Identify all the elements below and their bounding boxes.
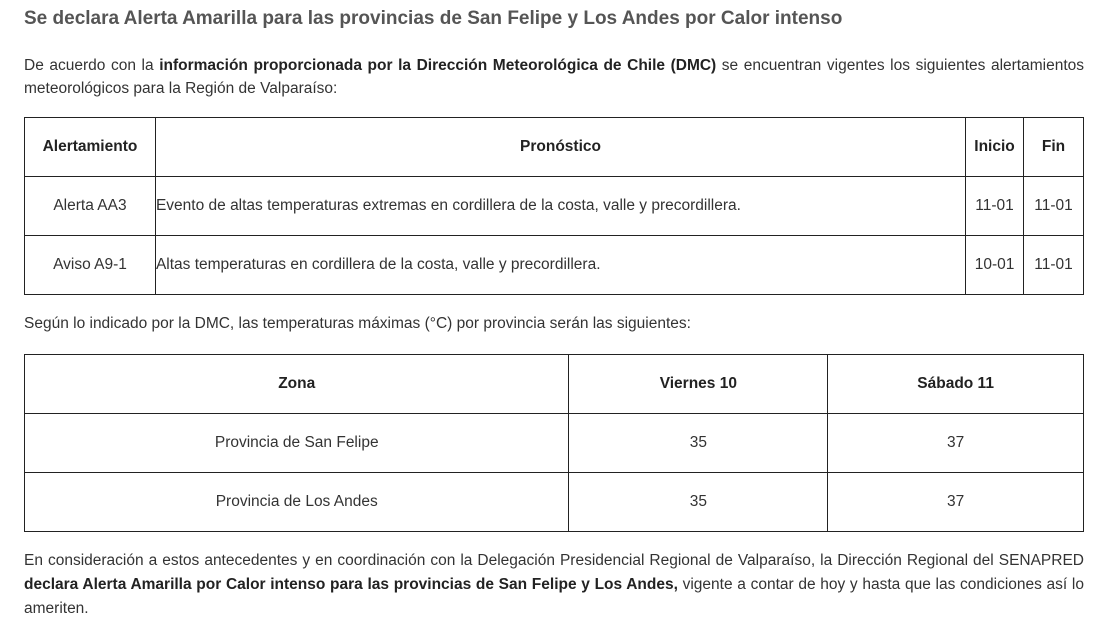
start-date-cell: 11-01 [966,177,1024,236]
intro-text-pre: De acuerdo con la [24,57,160,74]
conclusion-paragraph [24,549,1084,621]
alert-name-cell: Alerta AA3 [25,177,156,236]
temperatures-table [24,354,1084,532]
outro-text-bold: declara Alerta Amarilla por Calor intenso para las provincias de San Felipe y Los Andes, [24,576,678,593]
friday-temp-cell: 35 [569,473,828,532]
header-pronostico: Pronóstico [155,118,965,177]
temps-intro-paragraph: Según lo indicado por la DMC, las temperaturas máximas (°C) por provincia serán las siguientes: [24,315,691,332]
alert-name-cell: Aviso A9-1 [25,236,156,295]
header-fin: Fin [1024,118,1084,177]
article-title: Se declara Alerta Amarilla para las provincias de San Felipe y Los Andes por Calor intenso [24,8,843,29]
alerts-table [24,117,1084,295]
header-inicio: Inicio [966,118,1024,177]
saturday-temp-cell: 37 [828,414,1084,473]
forecast-cell: Altas temperaturas en cordillera de la costa, valle y precordillera. [155,236,965,295]
forecast-cell: Evento de altas temperaturas extremas en cordillera de la costa, valle y precordillera. [155,177,965,236]
table-row [25,236,1084,295]
intro-text-post: se encuentran vigentes los siguientes alertamientos meteorológicos para la Región de Valparaíso: [24,57,1084,97]
header-viernes: Viernes 10 [569,355,828,414]
header-sabado: Sábado 11 [828,355,1084,414]
table-header-row [25,118,1084,177]
table-header-row [25,355,1084,414]
friday-temp-cell: 35 [569,414,828,473]
outro-text-post: vigente a contar de hoy y hasta que las condiciones así lo ameriten. [24,576,1084,617]
outro-text-pre: En consideración a estos antecedentes y en coordinación con la Delegación Presidencial Regional de Valparaíso, la Dirección Regional del SENAPRED [24,552,1084,569]
zone-cell: Provincia de Los Andes [25,473,569,532]
end-date-cell: 11-01 [1024,236,1084,295]
table-row [25,177,1084,236]
end-date-cell: 11-01 [1024,177,1084,236]
zone-cell: Provincia de San Felipe [25,414,569,473]
intro-text-bold: información proporcionada por la Dirección Meteorológica de Chile (DMC) [159,57,717,74]
table-row [25,414,1084,473]
header-zona: Zona [25,355,569,414]
saturday-temp-cell: 37 [828,473,1084,532]
header-alertamiento: Alertamiento [25,118,156,177]
start-date-cell: 10-01 [966,236,1024,295]
intro-paragraph [24,54,1084,100]
table-row [25,473,1084,532]
